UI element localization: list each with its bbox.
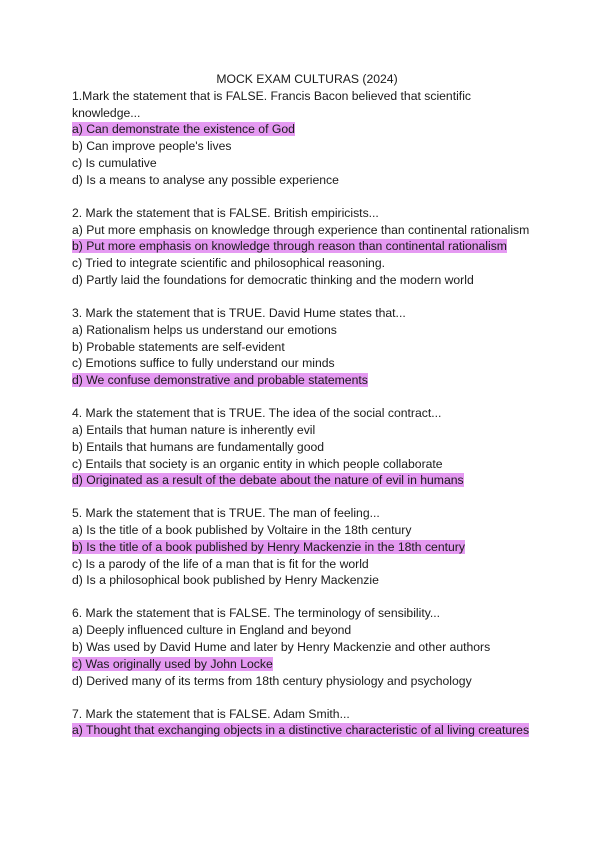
question-stem: 5. Mark the statement that is TRUE. The man of feeling...	[72, 506, 380, 521]
answer-option: c) Is a parody of the life of a man that is fit for the world	[72, 556, 369, 571]
question-stem: 7. Mark the statement that is FALSE. Adam Smith...	[72, 706, 350, 721]
answer-option: b) Entails that humans are fundamentally good	[72, 439, 325, 454]
answer-option: d) Is a means to analyse any possible experience	[72, 172, 339, 187]
answer-option: c) Tried to integrate scientific and philosophical reasoning.	[72, 256, 385, 271]
question-stem: 1.Mark the statement that is FALSE. Francis Bacon believed that scientific knowledge...	[72, 88, 471, 120]
question-7	[72, 706, 542, 740]
question-stem: 3. Mark the statement that is TRUE. David Hume states that...	[72, 305, 406, 320]
question-6	[72, 605, 542, 689]
question-stem: 6. Mark the statement that is FALSE. The terminology of sensibility...	[72, 606, 441, 621]
answer-option: b) Can improve people's lives	[72, 139, 232, 154]
answer-option: c) Entails that society is an organic entity in which people collaborate	[72, 456, 443, 471]
answer-option: a) Deeply influenced culture in England and beyond	[72, 623, 352, 638]
answer-option-highlighted: a) Thought that exchanging objects in a distinctive characteristic of al living creatures	[72, 723, 530, 738]
page-title: MOCK EXAM CULTURAS (2024)	[216, 72, 398, 86]
answer-option: a) Put more emphasis on knowledge through experience than continental rationalism	[72, 222, 530, 237]
question-4	[72, 405, 542, 489]
answer-option-highlighted: d) Originated as a result of the debate about the nature of evil in humans	[72, 473, 464, 488]
answer-option: b) Probable statements are self-evident	[72, 339, 285, 354]
question-stem: 4. Mark the statement that is TRUE. The idea of the social contract...	[72, 406, 442, 421]
answer-option-highlighted: c) Was originally used by John Locke	[72, 656, 273, 671]
answer-option: c) Is cumulative	[72, 155, 157, 170]
question-5	[72, 505, 542, 589]
question-1	[72, 88, 542, 189]
answer-option: d) Is a philosophical book published by Henry Mackenzie	[72, 573, 379, 588]
question-stem: 2. Mark the statement that is FALSE. British empiricists...	[72, 205, 379, 220]
answer-option: a) Rationalism helps us understand our emotions	[72, 322, 337, 337]
answer-option: c) Emotions suffice to fully understand our minds	[72, 356, 335, 371]
exam-page	[72, 71, 542, 739]
answer-option-highlighted: b) Is the title of a book published by Henry Mackenzie in the 18th century	[72, 539, 465, 554]
answer-option: a) Entails that human nature is inherently evil	[72, 422, 316, 437]
question-2	[72, 205, 542, 289]
answer-option-highlighted: b) Put more emphasis on knowledge through reason than continental rationalism	[72, 239, 507, 254]
answer-option-highlighted: d) We confuse demonstrative and probable statements	[72, 373, 368, 388]
answer-option: d) Derived many of its terms from 18th century physiology and psychology	[72, 673, 472, 688]
answer-option: b) Was used by David Hume and later by Henry Mackenzie and other authors	[72, 640, 491, 655]
question-3	[72, 305, 542, 389]
answer-option-highlighted: a) Can demonstrate the existence of God	[72, 122, 295, 137]
answer-option: d) Partly laid the foundations for democratic thinking and the modern world	[72, 272, 474, 287]
answer-option: a) Is the title of a book published by Voltaire in the 18th century	[72, 523, 412, 538]
